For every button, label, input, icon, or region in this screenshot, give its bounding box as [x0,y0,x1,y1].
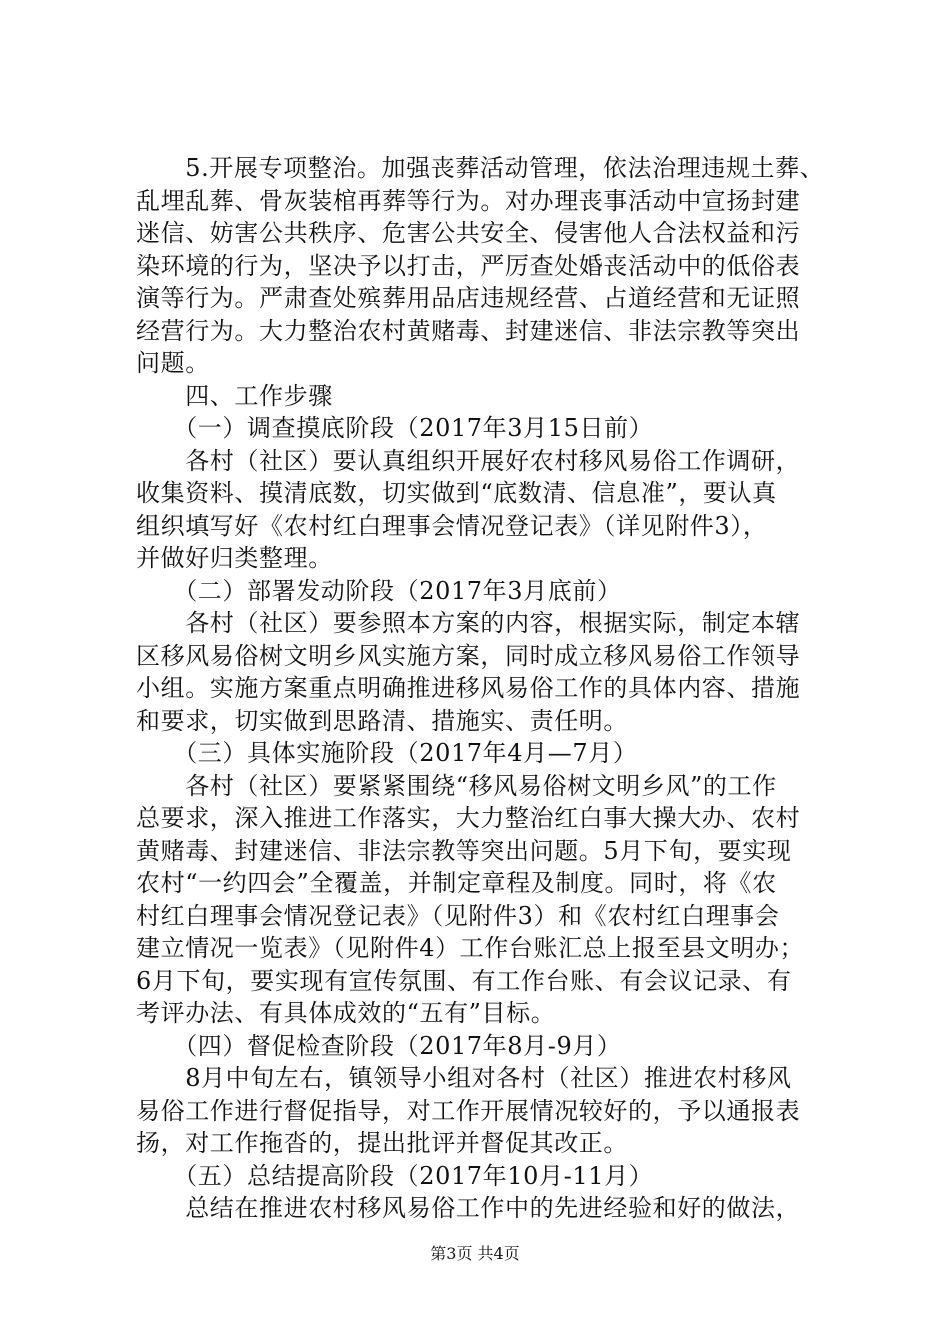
text-line: 各村（社区）要紧紧围绕“移风易俗树文明乡风”的工作 [136,771,777,800]
text-line: 8月中旬左右，镇领导小组对各村（社区）推进农村移风 [136,1064,792,1092]
text-line: 问题。 [136,349,210,377]
text-line: 考评办法、有具体成效的“五有”目标。 [136,999,556,1027]
text-line: 黄赌毒、封建迷信、非法宗教等突出问题。5月下旬，要实现 [136,836,792,865]
text-line: （五）总结提高阶段（2017年10月-11月） [136,1161,654,1190]
text-line: 扬，对工作拖沓的，提出批评并督促其改正。 [136,1129,628,1157]
text-line: 演等行为。严肃查处殡葬用品店违规经营、占道经营和无证照 [136,284,801,312]
text-line: 乱埋乱葬、骨灰装棺再葬等行为。对办理丧事活动中宣扬封建 [136,186,801,215]
text-line: 染环境的行为，坚决予以打击，严厉查处婚丧活动中的低俗表 [136,251,801,280]
text-line: 组织填写好《农村红白理事会情况登记表》（详见附件3）， [136,511,768,540]
text-line: （四）督促检查阶段（2017年8月-9月） [136,1031,622,1060]
text-line: 建立情况一览表》（见附件4）工作台账汇总上报至县文明办； [136,934,805,962]
text-line: 区移风易俗树文明乡风实施方案，同时成立移风易俗工作领导 [136,641,801,670]
text-line: 四、工作步骤 [136,381,333,410]
document-body [136,152,836,1225]
text-line: （一）调查摸底阶段（2017年3月15日前） [136,414,654,442]
text-line: （二）部署发动阶段（2017年3月底前） [136,576,622,605]
text-line: （三）具体实施阶段（2017年4月—7月） [136,739,638,767]
text-line: 总要求，深入推进工作落实，大力整治红白事大操大办、农村 [136,804,801,832]
text-line: 6月下旬，要实现有宣传氛围、有工作台账、有会议记录、有 [136,966,792,995]
page-footer: 第3页 共4页 [430,1244,520,1263]
text-line: 村红白理事会情况登记表》（见附件3）和《农村红白理事会 [136,901,780,930]
text-line: 并做好归类整理。 [136,544,333,572]
text-line: 经营行为。大力整治农村黄赌毒、封建迷信、非法宗教等突出 [136,316,801,345]
text-line: 农村“一约四会”全覆盖，并制定章程及制度。同时，将《农 [136,869,777,897]
text-line: 小组。实施方案重点明确推进移风易俗工作的具体内容、措施 [136,674,801,702]
text-line: 易俗工作进行督促指导，对工作开展情况较好的，予以通报表 [136,1096,801,1125]
text-line: 迷信、妨害公共秩序、危害公共安全、侵害他人合法权益和污 [136,219,801,247]
text-line: 5.开展专项整治。加强丧葬活动管理，依法治理违规土葬、 [136,154,825,182]
text-line: 各村（社区）要认真组织开展好农村移风易俗工作调研， [136,446,801,475]
text-line: 各村（社区）要参照本方案的内容，根据实际，制定本辖 [136,609,801,637]
text-line: 和要求，切实做到思路清、措施实、责任明。 [136,706,628,735]
text-line: 收集资料、摸清底数，切实做到“底数清、信息准”，要认真 [136,479,777,507]
text-line: 总结在推进农村移风易俗工作中的先进经验和好的做法， [136,1194,801,1222]
